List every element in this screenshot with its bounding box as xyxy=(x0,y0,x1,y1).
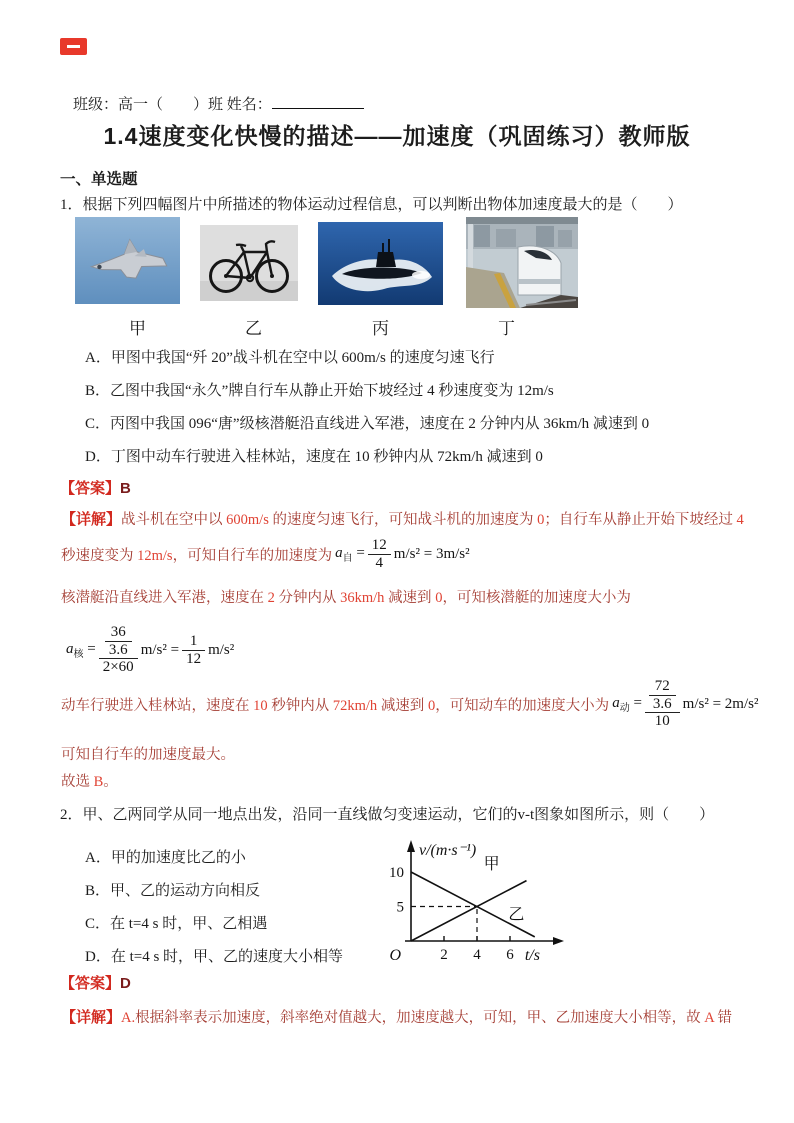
page-title: 1.4速度变化快慢的描述——加速度（巩固练习）教师版 xyxy=(103,123,691,149)
q1-answer-label: 【答案】 xyxy=(60,481,121,497)
corner-logo-icon xyxy=(60,38,87,55)
q2-answer-value: D xyxy=(120,975,131,992)
svg-text:甲: 甲 xyxy=(483,856,500,874)
photo-bicycle xyxy=(200,225,298,301)
class-name-text: 班级：高一（ ）班 姓名： xyxy=(73,97,272,113)
q2-detail-line1: 【详解】A.根据斜率表示加速度，斜率绝对值越大，加速度越大，可知，甲、乙加速度大小相等，故 A 错 xyxy=(61,1010,733,1026)
q1-option-d: D．丁图中动车行驶进入桂林站，速度在 10 秒钟内从 72km/h 减速到 0 xyxy=(85,449,543,465)
q2-detail-label: 【详解】 xyxy=(61,1010,122,1026)
q1-answer-value: B xyxy=(120,480,131,497)
q2-option-a: A．甲的加速度比乙的小 xyxy=(85,850,246,866)
section-heading: 一、单选题 xyxy=(60,171,138,188)
q2-stem: 2．甲、乙两同学从同一地点出发，沿同一直线做匀变速运动，它们的v-t图象如图所示，则（ ） xyxy=(60,807,715,823)
q1-option-c: C．丙图中我国 096“唐”级核潜艇沿直线进入军港，速度在 2 分钟内从 36km/h 减速到 0 xyxy=(85,416,650,432)
photo-bullet-train xyxy=(466,217,578,308)
photo-fighter-jet xyxy=(75,217,180,304)
photo-label-yi: 乙 xyxy=(245,319,262,338)
formula-train-acceleration: $a_动$ = $\frac{\frac{72}{3.6}}{10}$ m/s² = 2m/s² xyxy=(612,678,759,730)
q2-option-c: C．在 t=4 s 时，甲、乙相遇 xyxy=(85,916,268,932)
q1-detail-line5: 动车行驶进入桂林站，速度在 10 秒钟内从 72km/h 减速到 0，可知动车的加速度大小为 $a_动$ = $\frac{\frac{72}{3.6}}{10}$ m/s² = 2m/s² xyxy=(61,678,759,730)
q1-detail-line3: 核潜艇沿直线进入军港，速度在 2 分钟内从 36km/h 减速到 0，可知核潜艇的加速度大小为 xyxy=(61,590,631,606)
q1-stem: 1．根据下列四幅图片中所描述的物体运动过程信息，可以判断出物体加速度最大的是（ ） xyxy=(60,197,683,213)
q2-option-b: B．甲、乙的运动方向相反 xyxy=(85,883,261,899)
svg-text:6: 6 xyxy=(506,947,514,963)
photo-label-ding: 丁 xyxy=(498,319,515,338)
svg-text:t/s: t/s xyxy=(524,947,540,964)
formula-bicycle-acceleration: $a_自$ = $\frac{12}{4}$ m/s² = 3m/s² xyxy=(335,537,470,571)
q2-answer-line xyxy=(60,972,131,993)
photo-submarine xyxy=(318,222,443,305)
photo-label-jia: 甲 xyxy=(129,319,146,338)
class-name-line xyxy=(73,93,364,114)
q1-detail-line1: 【详解】战斗机在空中以 600m/s 的速度匀速飞行，可知战斗机的加速度为 0；自行车从静止开始下坡经过 4 xyxy=(61,512,744,528)
svg-text:10: 10 xyxy=(389,865,404,881)
q1-detail-line6: 可知自行车的加速度最大。 xyxy=(61,747,235,763)
q1-detail-label: 【详解】 xyxy=(61,512,122,528)
svg-text:O: O xyxy=(389,947,401,964)
formula-submarine-acceleration: $a_核$ = $\frac{\frac{36}{3.6}}{2\times 60}$ m/s² = $\frac{1}{12}$ m/s² xyxy=(66,624,235,676)
vt-graph xyxy=(366,838,576,978)
q1-detail-line7: 故选 B。 xyxy=(61,774,118,790)
svg-text:乙: 乙 xyxy=(508,906,525,924)
svg-text:4: 4 xyxy=(473,947,481,963)
q1-option-b: B．乙图中我国“永久”牌自行车从静止开始下坡经过 4 秒速度变为 12m/s xyxy=(85,383,554,399)
photo-label-bing: 丙 xyxy=(372,319,389,338)
name-blank-underline xyxy=(272,94,364,109)
svg-text:v/(m·s⁻¹): v/(m·s⁻¹) xyxy=(419,842,477,859)
q2-option-d: D．在 t=4 s 时，甲、乙的速度大小相等 xyxy=(85,949,344,965)
q1-answer-line xyxy=(60,477,131,498)
q1-option-a: A．甲图中我国“歼 20”战斗机在空中以 600m/s 的速度匀速飞行 xyxy=(85,350,495,366)
q1-detail-line2: 秒速度变为 12m/s，可知自行车的加速度为 $a_自$ = $\frac{12}{4}$ m/s² = 3m/s² xyxy=(61,537,470,571)
q2-answer-label: 【答案】 xyxy=(60,976,121,992)
svg-text:2: 2 xyxy=(440,947,448,963)
svg-text:5: 5 xyxy=(396,899,404,916)
